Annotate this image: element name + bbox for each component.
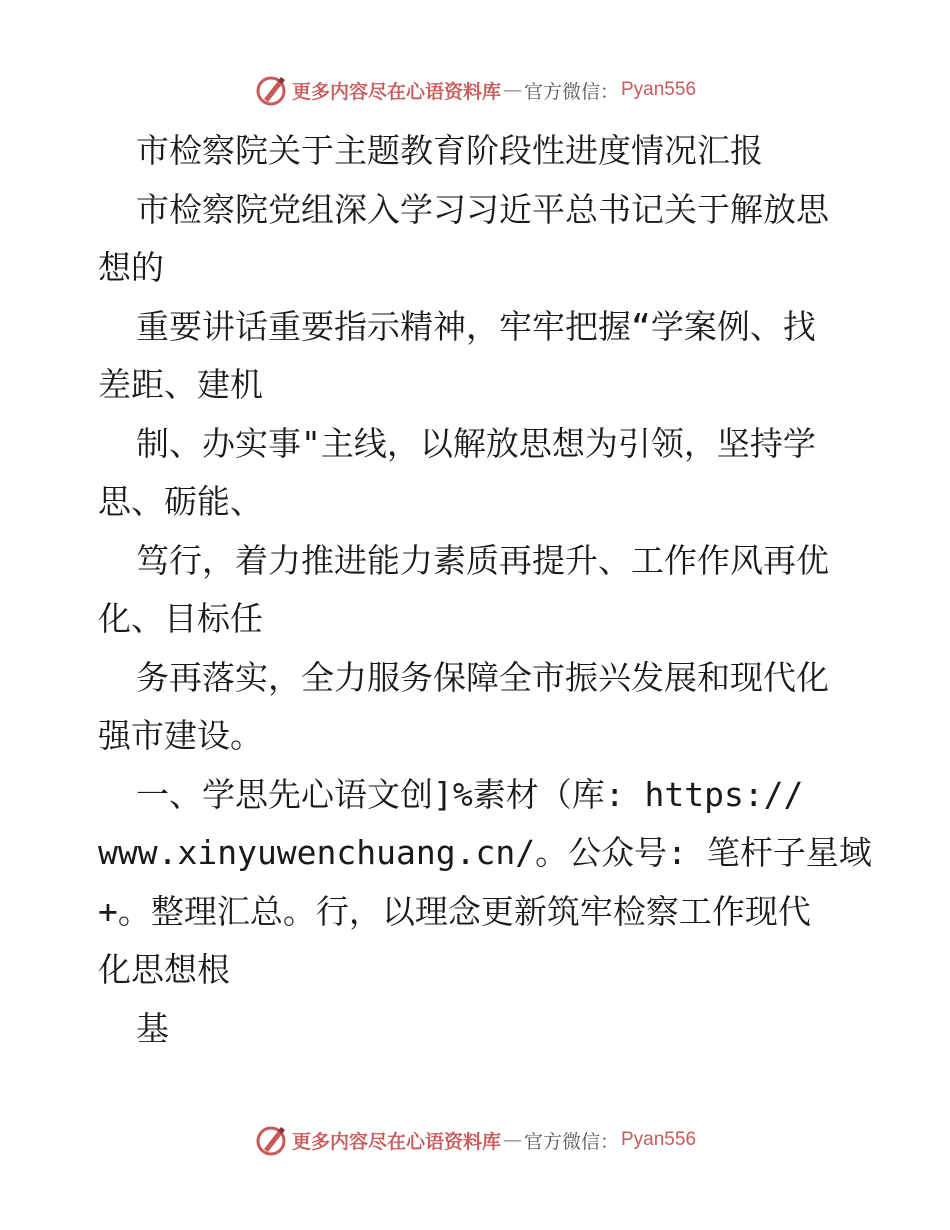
text-line: 强市建设。: [98, 716, 263, 755]
document-body: [98, 122, 872, 1058]
text-line: 化、目标任: [98, 599, 263, 638]
header-wechat-label: 官方微信：: [523, 80, 619, 103]
text-line: 制、办实事"主线，以解放思想为引领，坚持学: [136, 423, 816, 463]
document-title: 市检察院关于主题教育阶段性进度情况汇报: [136, 131, 763, 170]
pen-logo-icon: [254, 73, 288, 107]
text-line: 一、学思先心语文创]%素材（库: https://: [136, 774, 804, 814]
footer-wechat-label: 官方微信：: [523, 1130, 619, 1153]
header-wechat-id: Pyan556: [621, 79, 697, 100]
text-line: 务再落实，全力服务保障全市振兴发展和现代化: [136, 657, 829, 697]
header-dash: —: [502, 79, 522, 101]
header-promo-text: 更多内容尽在心语资料库: [291, 80, 501, 103]
text-line: 市检察院党组深入学习习近平总书记关于解放思: [136, 189, 829, 229]
text-line: 基: [136, 1008, 169, 1048]
pen-logo-icon: [254, 1123, 288, 1157]
text-line: +。整理汇总。行，以理念更新筑牢检察工作现代: [98, 891, 811, 931]
text-line: 化思想根: [98, 950, 230, 989]
text-line: 差距、建机: [98, 365, 263, 404]
footer-dash: —: [502, 1129, 522, 1151]
footer-watermark: [0, 1120, 950, 1160]
footer-wechat-id: Pyan556: [621, 1129, 697, 1150]
text-line: 重要讲话重要指示精神，牢牢把握“学案例、找: [136, 306, 816, 346]
text-line: 思、砺能、: [98, 482, 263, 521]
text-line: 笃行，着力推进能力素质再提升、工作作风再优: [136, 540, 829, 580]
header-watermark: [0, 70, 950, 110]
text-line: www.xinyuwenchuang.cn/。公众号: 笔杆子星域: [98, 833, 872, 872]
text-line: 想的: [98, 248, 164, 287]
footer-promo-text: 更多内容尽在心语资料库: [291, 1130, 501, 1153]
